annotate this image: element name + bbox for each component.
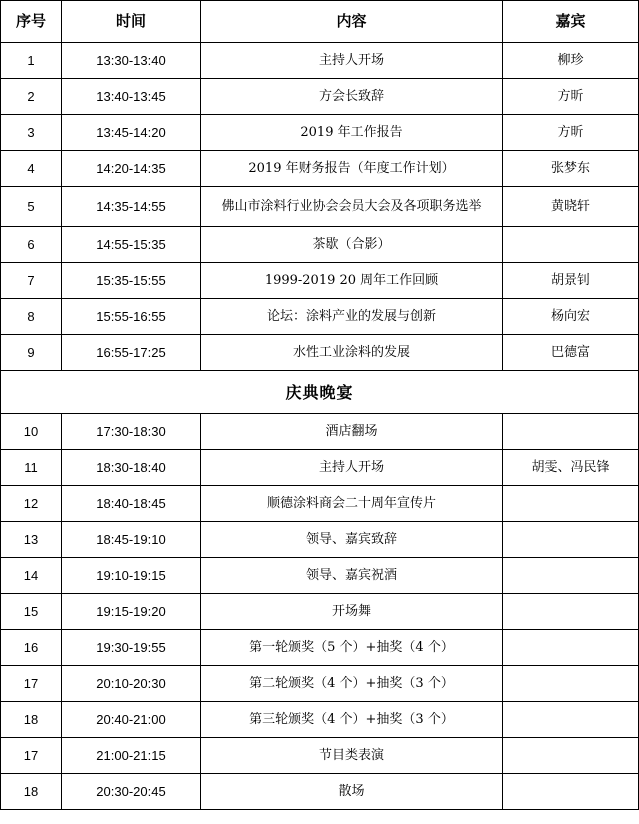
header-guest: 嘉宾 [503, 1, 639, 43]
header-seq: 序号 [1, 1, 62, 43]
row-no: 12 [1, 486, 62, 522]
row-time: 18:45-19:10 [62, 522, 201, 558]
table-row [1, 666, 639, 702]
table-row [1, 738, 639, 774]
row-no: 2 [1, 79, 62, 115]
row-guest [503, 774, 639, 810]
row-no: 7 [1, 263, 62, 299]
row-guest: 杨向宏 [503, 299, 639, 335]
row-guest [503, 630, 639, 666]
row-content: 2019 年财务报告（年度工作计划） [201, 151, 503, 187]
row-guest: 黄晓轩 [503, 187, 639, 227]
row-content: 茶歇（合影） [201, 227, 503, 263]
row-guest [503, 594, 639, 630]
row-time: 17:30-18:30 [62, 414, 201, 450]
row-no: 5 [1, 187, 62, 227]
table-row [1, 227, 639, 263]
row-content: 领导、嘉宾致辞 [201, 522, 503, 558]
row-content: 论坛：涂料产业的发展与创新 [201, 299, 503, 335]
section-title: 庆典晚宴 [1, 371, 639, 414]
row-no: 4 [1, 151, 62, 187]
table-row [1, 522, 639, 558]
row-time: 20:30-20:45 [62, 774, 201, 810]
row-time: 14:20-14:35 [62, 151, 201, 187]
row-no: 6 [1, 227, 62, 263]
row-no: 10 [1, 414, 62, 450]
table-row [1, 151, 639, 187]
row-no: 17 [1, 738, 62, 774]
row-guest [503, 486, 639, 522]
row-no: 1 [1, 43, 62, 79]
row-content: 1999-2019 20 周年工作回顾 [201, 263, 503, 299]
row-time: 21:00-21:15 [62, 738, 201, 774]
table-row [1, 558, 639, 594]
row-no: 18 [1, 702, 62, 738]
row-guest [503, 738, 639, 774]
row-content: 2019 年工作报告 [201, 115, 503, 151]
table-row [1, 486, 639, 522]
row-content: 水性工业涂料的发展 [201, 335, 503, 371]
row-content: 主持人开场 [201, 450, 503, 486]
row-no: 11 [1, 450, 62, 486]
row-content: 散场 [201, 774, 503, 810]
row-time: 20:40-21:00 [62, 702, 201, 738]
row-content: 方会长致辞 [201, 79, 503, 115]
row-content: 顺德涂料商会二十周年宣传片 [201, 486, 503, 522]
row-guest [503, 558, 639, 594]
header-row [1, 1, 639, 43]
header-content: 内容 [201, 1, 503, 43]
table-row [1, 335, 639, 371]
table-row [1, 43, 639, 79]
row-guest [503, 702, 639, 738]
table-row [1, 450, 639, 486]
row-guest: 柳珍 [503, 43, 639, 79]
row-no: 3 [1, 115, 62, 151]
row-time: 20:10-20:30 [62, 666, 201, 702]
row-guest [503, 227, 639, 263]
table-row [1, 702, 639, 738]
row-guest: 胡景钊 [503, 263, 639, 299]
row-guest [503, 414, 639, 450]
row-time: 13:30-13:40 [62, 43, 201, 79]
row-content: 开场舞 [201, 594, 503, 630]
row-content: 佛山市涂料行业协会会员大会及各项职务选举 [201, 187, 503, 227]
row-no: 14 [1, 558, 62, 594]
row-content: 第一轮颁奖（5 个）+抽奖（4 个） [201, 630, 503, 666]
table-row [1, 774, 639, 810]
row-no: 17 [1, 666, 62, 702]
table-row [1, 115, 639, 151]
row-guest: 胡雯、冯民锋 [503, 450, 639, 486]
table-row [1, 79, 639, 115]
table-row [1, 187, 639, 227]
row-time: 16:55-17:25 [62, 335, 201, 371]
row-content: 节目类表演 [201, 738, 503, 774]
table-row [1, 299, 639, 335]
table-row [1, 263, 639, 299]
table-row [1, 594, 639, 630]
row-no: 9 [1, 335, 62, 371]
table-row [1, 630, 639, 666]
header-time: 时间 [62, 1, 201, 43]
section-row [1, 371, 639, 414]
row-time: 13:45-14:20 [62, 115, 201, 151]
row-content: 酒店翻场 [201, 414, 503, 450]
row-guest [503, 522, 639, 558]
row-time: 18:40-18:45 [62, 486, 201, 522]
row-no: 8 [1, 299, 62, 335]
row-time: 13:40-13:45 [62, 79, 201, 115]
row-guest: 方昕 [503, 79, 639, 115]
row-no: 13 [1, 522, 62, 558]
row-time: 14:35-14:55 [62, 187, 201, 227]
row-time: 18:30-18:40 [62, 450, 201, 486]
row-time: 15:55-16:55 [62, 299, 201, 335]
row-content: 第二轮颁奖（4 个）+抽奖（3 个） [201, 666, 503, 702]
row-guest: 巴德富 [503, 335, 639, 371]
row-content: 领导、嘉宾祝酒 [201, 558, 503, 594]
row-time: 19:30-19:55 [62, 630, 201, 666]
row-guest: 张梦东 [503, 151, 639, 187]
row-no: 15 [1, 594, 62, 630]
row-time: 14:55-15:35 [62, 227, 201, 263]
row-no: 18 [1, 774, 62, 810]
row-content: 主持人开场 [201, 43, 503, 79]
table-row [1, 414, 639, 450]
row-content: 第三轮颁奖（4 个）+抽奖（3 个） [201, 702, 503, 738]
row-time: 19:10-19:15 [62, 558, 201, 594]
row-time: 15:35-15:55 [62, 263, 201, 299]
row-time: 19:15-19:20 [62, 594, 201, 630]
row-guest [503, 666, 639, 702]
row-guest: 方昕 [503, 115, 639, 151]
row-no: 16 [1, 630, 62, 666]
